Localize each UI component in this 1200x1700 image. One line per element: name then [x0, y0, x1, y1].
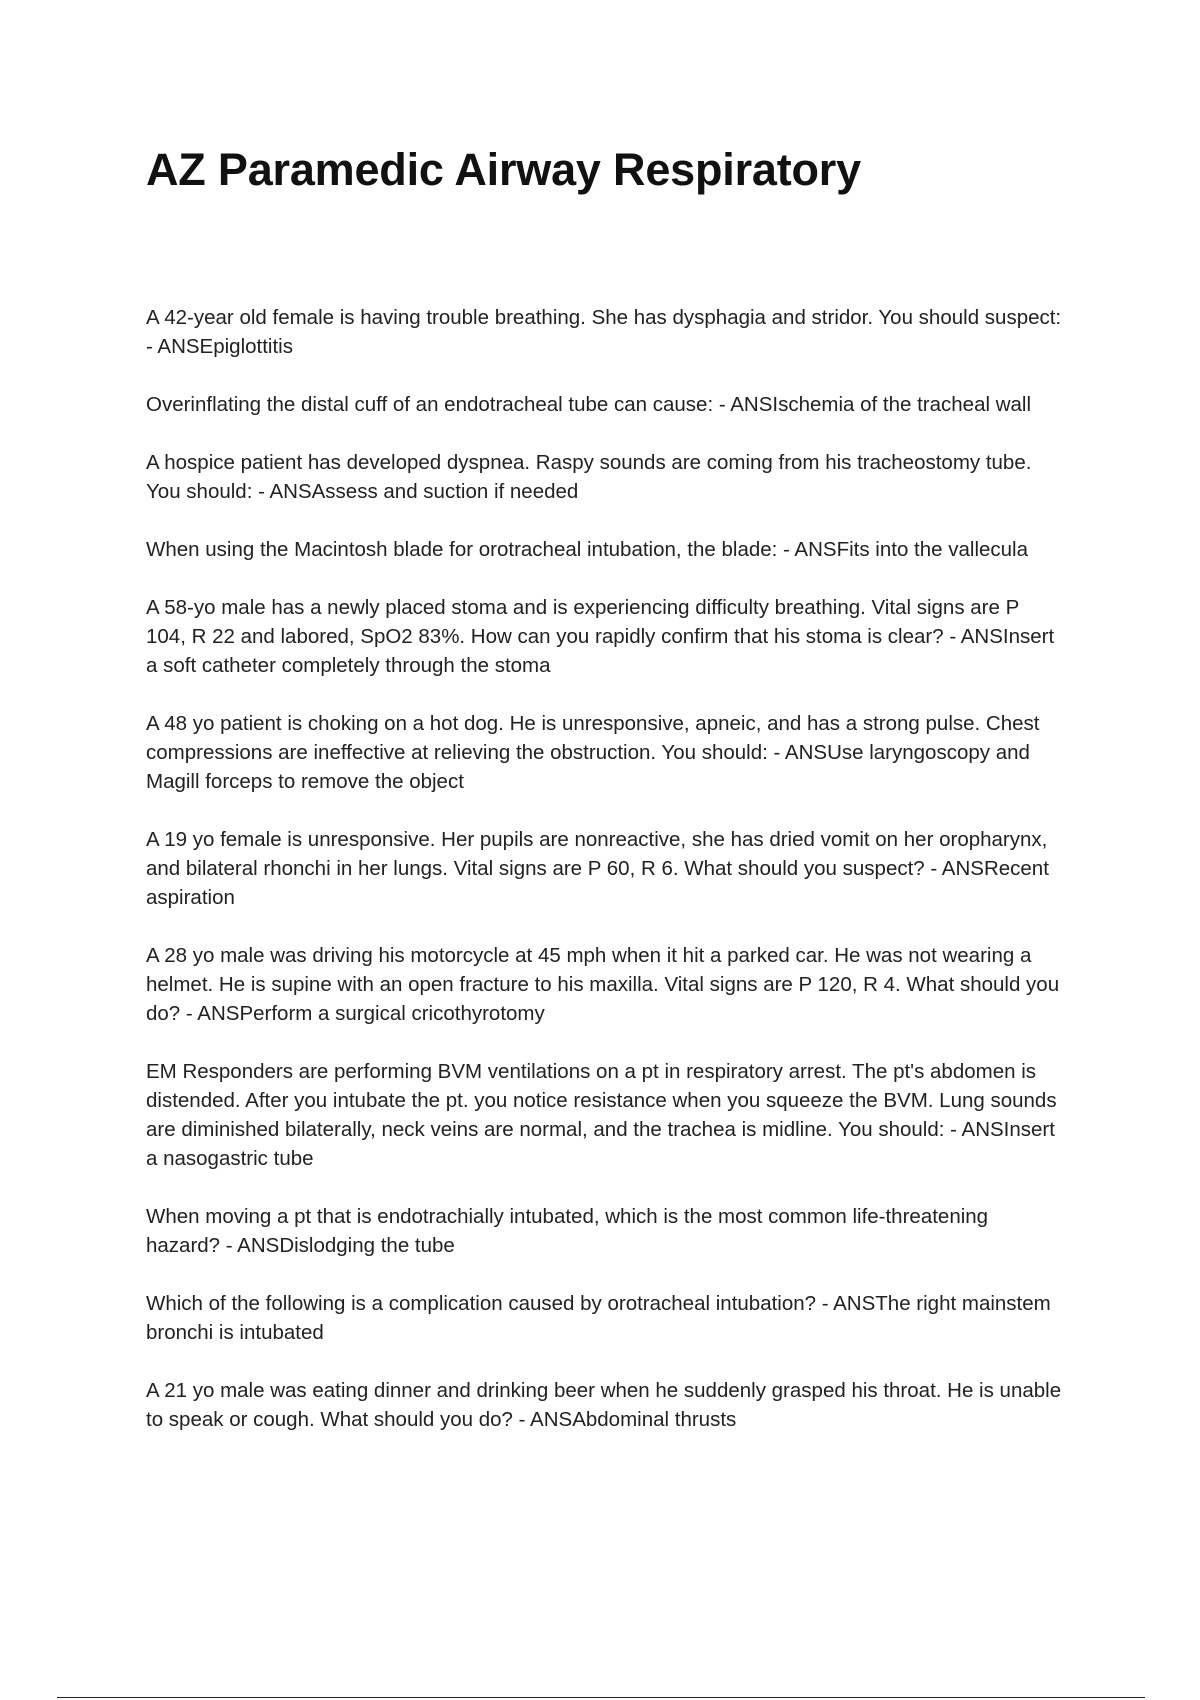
- question-answer-list: [146, 303, 1064, 1463]
- document-title: AZ Paramedic Airway Respiratory: [146, 144, 861, 195]
- question-answer-item: When moving a pt that is endotrachially intubated, which is the most common life-threatening hazard? - ANSDislodging the tube: [146, 1205, 989, 1257]
- footer-divider: [57, 1697, 1145, 1698]
- question-answer-item: A 48 yo patient is choking on a hot dog. He is unresponsive, apneic, and has a strong pulse. Chest compressions are ineffective at relieving the obstruction. You should: - ANSUse laryngoscopy and Magill forceps to remove the object: [146, 712, 1040, 793]
- question-answer-item: Which of the following is a complication caused by orotracheal intubation? - ANSThe right mainstem bronchi is intubated: [146, 1292, 1051, 1344]
- question-answer-item: A hospice patient has developed dyspnea. Raspy sounds are coming from his tracheostomy tube. You should: - ANSAssess and suction if needed: [146, 451, 1032, 503]
- question-answer-item: A 42-year old female is having trouble breathing. She has dysphagia and stridor. You should suspect: - ANSEpiglottitis: [146, 306, 1062, 358]
- question-answer-item: When using the Macintosh blade for orotracheal intubation, the blade: - ANSFits into the vallecula: [146, 538, 1029, 561]
- question-answer-item: A 19 yo female is unresponsive. Her pupils are nonreactive, she has dried vomit on her oropharynx, and bilateral rhonchi in her lungs. Vital signs are P 60, R 6. What should you suspect? - ANSRecent aspiration: [146, 828, 1049, 909]
- question-answer-item: A 28 yo male was driving his motorcycle at 45 mph when it hit a parked car. He was not wearing a helmet. He is supine with an open fracture to his maxilla. Vital signs are P 120, R 4. What should you do? - ANSPerform a surgical cricothyrotomy: [146, 944, 1060, 1025]
- question-answer-item: EM Responders are performing BVM ventilations on a pt in respiratory arrest. The pt's abdomen is distended. After you intubate the pt. you notice resistance when you squeeze the BVM. Lung sounds are diminished bilaterally, neck veins are normal, and the trachea is midline. You should: - ANSInsert a nasogastric tube: [146, 1060, 1057, 1170]
- question-answer-item: A 58-yo male has a newly placed stoma and is experiencing difficulty breathing. Vital signs are P 104, R 22 and labored, SpO2 83%. How can you rapidly confirm that his stoma is clear? - ANSInsert a soft catheter completely through the stoma: [146, 596, 1055, 677]
- question-answer-item: A 21 yo male was eating dinner and drinking beer when he suddenly grasped his throat. He is unable to speak or cough. What should you do? - ANSAbdominal thrusts: [146, 1379, 1062, 1431]
- question-answer-item: Overinflating the distal cuff of an endotracheal tube can cause: - ANSIschemia of the tracheal wall: [146, 393, 1032, 416]
